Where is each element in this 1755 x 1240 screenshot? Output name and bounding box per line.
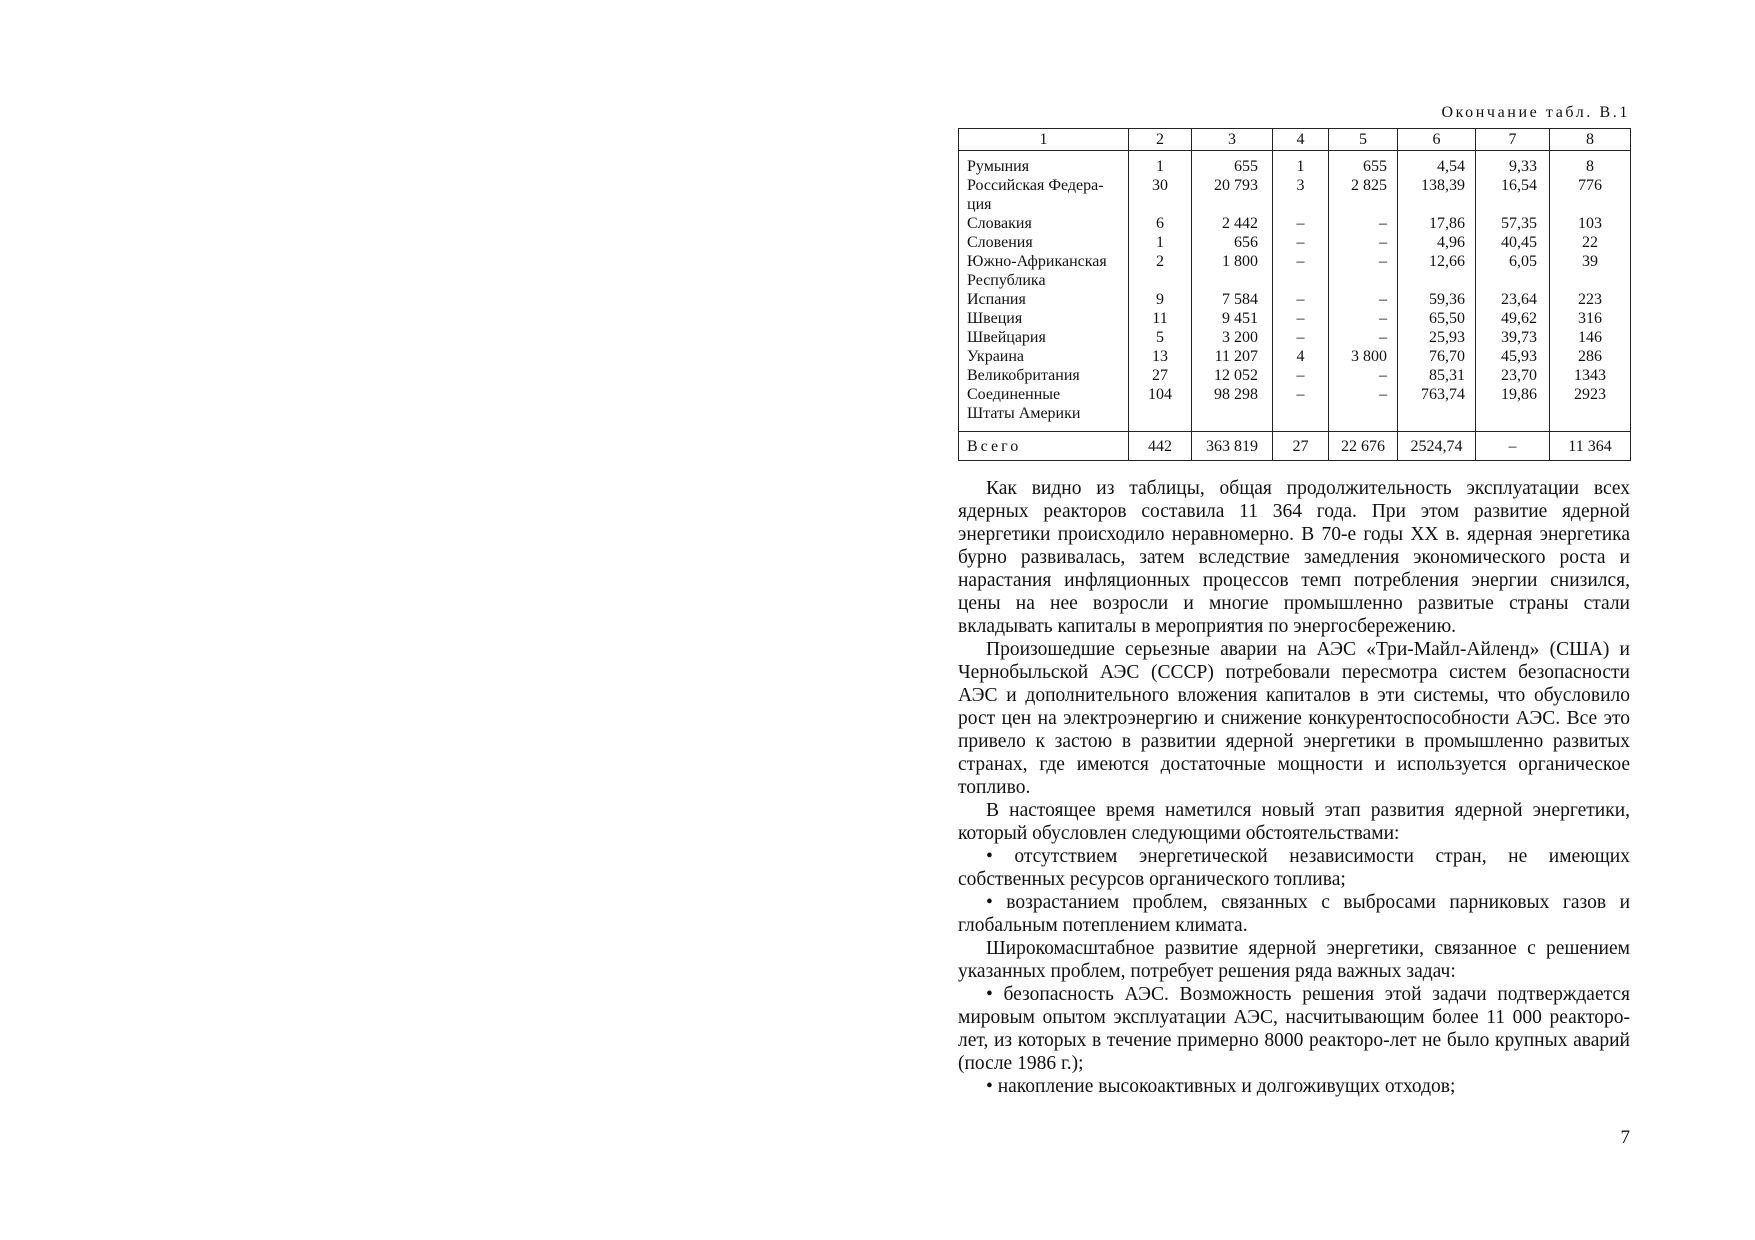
book-page: [958, 104, 1630, 1098]
value-cell: 5: [1129, 328, 1192, 347]
value-cell: 4,96: [1398, 233, 1476, 252]
bullet-item: • безопасность АЭС. Возможность решения этой задачи подтверждается мировым опытом эксплуатации АЭС, насчитывающим более 11 000 реакторо-лет, из которых в течение примерно 8000 реакторо-лет не было крупных аварий (после 1986 г.);: [958, 984, 1630, 1074]
value-cell: 27: [1129, 366, 1192, 385]
value-cell: 11 207: [1192, 347, 1273, 366]
column-header: 3: [1192, 129, 1273, 151]
value-cell: 7 584: [1192, 290, 1273, 309]
value-cell: 57,35: [1476, 214, 1550, 233]
value-cell: 138,39: [1398, 176, 1476, 214]
country-cell: Украина: [959, 347, 1129, 366]
value-cell: –: [1273, 309, 1329, 328]
value-cell: 49,62: [1476, 309, 1550, 328]
value-cell: 13: [1129, 347, 1192, 366]
country-cell: Швейцария: [959, 328, 1129, 347]
value-cell: 4,54: [1398, 151, 1476, 177]
value-cell: 25,93: [1398, 328, 1476, 347]
table-total-row: [959, 432, 1631, 461]
value-cell: 39,73: [1476, 328, 1550, 347]
value-cell: 59,36: [1398, 290, 1476, 309]
total-cell: 363 819: [1192, 432, 1273, 461]
total-cell: 27: [1273, 432, 1329, 461]
value-cell: 1 800: [1192, 252, 1273, 290]
column-header: 7: [1476, 129, 1550, 151]
value-cell: 98 298: [1192, 385, 1273, 432]
value-cell: 39: [1550, 252, 1631, 290]
bullet-item: • накопление высокоактивных и долгоживущих отходов;: [986, 1076, 1456, 1097]
value-cell: –: [1329, 233, 1398, 252]
value-cell: 20 793: [1192, 176, 1273, 214]
value-cell: 1343: [1550, 366, 1631, 385]
value-cell: 2923: [1550, 385, 1631, 432]
value-cell: 19,86: [1476, 385, 1550, 432]
paragraph: Широкомасштабное развитие ядерной энергетики, связанное с решением указанных проблем, потребует решения ряда важных задач:: [958, 938, 1630, 982]
value-cell: –: [1329, 328, 1398, 347]
column-header: 6: [1398, 129, 1476, 151]
country-cell: Румыния: [959, 151, 1129, 177]
value-cell: 223: [1550, 290, 1631, 309]
country-cell: Испания: [959, 290, 1129, 309]
value-cell: 12 052: [1192, 366, 1273, 385]
value-cell: –: [1329, 252, 1398, 290]
country-cell: Словакия: [959, 214, 1129, 233]
value-cell: 16,54: [1476, 176, 1550, 214]
value-cell: 22: [1550, 233, 1631, 252]
total-cell: 2524,74: [1398, 432, 1476, 461]
value-cell: 655: [1192, 151, 1273, 177]
bullet-item: • отсутствием энергетической независимости стран, не имеющих собственных ресурсов органического топлива;: [958, 846, 1630, 890]
value-cell: –: [1273, 290, 1329, 309]
table-row: [959, 176, 1631, 214]
column-header: 4: [1273, 129, 1329, 151]
value-cell: 2: [1129, 252, 1192, 290]
table-row: [959, 309, 1631, 328]
value-cell: 103: [1550, 214, 1631, 233]
value-cell: 2 442: [1192, 214, 1273, 233]
country-cell: Великобритания: [959, 366, 1129, 385]
table-caption: Окончание табл. В.1: [1441, 104, 1630, 121]
value-cell: 763,74: [1398, 385, 1476, 432]
page-number: 7: [1620, 1127, 1630, 1148]
table-row: [959, 366, 1631, 385]
value-cell: 9,33: [1476, 151, 1550, 177]
value-cell: 9 451: [1192, 309, 1273, 328]
table-row: [959, 233, 1631, 252]
value-cell: 65,50: [1398, 309, 1476, 328]
column-header: 5: [1329, 129, 1398, 151]
table-header-row: [959, 129, 1631, 151]
value-cell: 1: [1129, 233, 1192, 252]
value-cell: –: [1273, 252, 1329, 290]
country-cell: Южно-Африканская Республика: [959, 252, 1129, 290]
paragraph: Произошедшие серьезные аварии на АЭС «Три-Майл-Айленд» (США) и Чернобыльской АЭС (СССР) потребовали пересмотра систем безопасности АЭС и дополнительного вложения капиталов в эти системы, что обусловило рост цен на электроэнергию и снижение конкурентоспособности АЭС. Все это привело к застою в развитии ядерной энергетики в промышленно развитых странах, где имеются достаточные мощности и используется органическое топливо.: [958, 639, 1630, 798]
paragraph: В настоящее время наметился новый этап развития ядерной энергетики, который обусловлен следующими обстоятельствами:: [958, 800, 1630, 844]
value-cell: 9: [1129, 290, 1192, 309]
table-row: [959, 151, 1631, 177]
table-row: [959, 347, 1631, 366]
value-cell: 776: [1550, 176, 1631, 214]
value-cell: 12,66: [1398, 252, 1476, 290]
value-cell: 6: [1129, 214, 1192, 233]
value-cell: 11: [1129, 309, 1192, 328]
total-cell: 22 676: [1329, 432, 1398, 461]
value-cell: –: [1329, 385, 1398, 432]
table-row: [959, 328, 1631, 347]
value-cell: 40,45: [1476, 233, 1550, 252]
value-cell: 17,86: [1398, 214, 1476, 233]
reactor-table: [958, 128, 1631, 461]
value-cell: –: [1273, 328, 1329, 347]
value-cell: 656: [1192, 233, 1273, 252]
column-header: 2: [1129, 129, 1192, 151]
value-cell: 8: [1550, 151, 1631, 177]
country-cell: Российская Федера- ция: [959, 176, 1129, 214]
value-cell: 146: [1550, 328, 1631, 347]
value-cell: 316: [1550, 309, 1631, 328]
value-cell: 30: [1129, 176, 1192, 214]
table-row: [959, 214, 1631, 233]
value-cell: –: [1329, 309, 1398, 328]
value-cell: –: [1273, 214, 1329, 233]
value-cell: –: [1273, 366, 1329, 385]
value-cell: –: [1273, 233, 1329, 252]
country-cell: Соединенные Штаты Америки: [959, 385, 1129, 432]
table-row: [959, 385, 1631, 432]
column-header: 1: [959, 129, 1129, 151]
table-row: [959, 290, 1631, 309]
value-cell: –: [1329, 290, 1398, 309]
value-cell: 3 200: [1192, 328, 1273, 347]
value-cell: –: [1329, 366, 1398, 385]
total-cell: 442: [1129, 432, 1192, 461]
country-cell: Швеция: [959, 309, 1129, 328]
table-row: [959, 252, 1631, 290]
value-cell: 45,93: [1476, 347, 1550, 366]
value-cell: 1: [1273, 151, 1329, 177]
value-cell: –: [1273, 385, 1329, 432]
value-cell: –: [1329, 214, 1398, 233]
value-cell: 286: [1550, 347, 1631, 366]
paragraph: Как видно из таблицы, общая продолжительность эксплуатации всех ядерных реакторов составила 11 364 года. При этом развитие ядерной энергетики происходило неравномерно. В 70-е годы XX в. ядерная энергетика бурно развивалась, затем вследствие замедления экономического роста и нарастания инфляционных процессов темп потребления энергии снизился, цены на нее возросли и многие промышленно развитые страны стали вкладывать капиталы в мероприятия по энергосбережению.: [958, 478, 1630, 637]
value-cell: 23,64: [1476, 290, 1550, 309]
value-cell: 4: [1273, 347, 1329, 366]
value-cell: 3: [1273, 176, 1329, 214]
value-cell: 2 825: [1329, 176, 1398, 214]
total-cell: 11 364: [1550, 432, 1631, 461]
value-cell: 23,70: [1476, 366, 1550, 385]
value-cell: 104: [1129, 385, 1192, 432]
value-cell: 6,05: [1476, 252, 1550, 290]
value-cell: 85,31: [1398, 366, 1476, 385]
country-cell: Словения: [959, 233, 1129, 252]
column-header: 8: [1550, 129, 1631, 151]
value-cell: 3 800: [1329, 347, 1398, 366]
body-text: [958, 477, 1630, 1098]
bullet-item: • возрастанием проблем, связанных с выбросами парниковых газов и глобальным потеплением климата.: [958, 892, 1630, 936]
value-cell: 76,70: [1398, 347, 1476, 366]
total-label: Всего: [959, 432, 1129, 461]
value-cell: 655: [1329, 151, 1398, 177]
total-cell: –: [1476, 432, 1550, 461]
value-cell: 1: [1129, 151, 1192, 177]
